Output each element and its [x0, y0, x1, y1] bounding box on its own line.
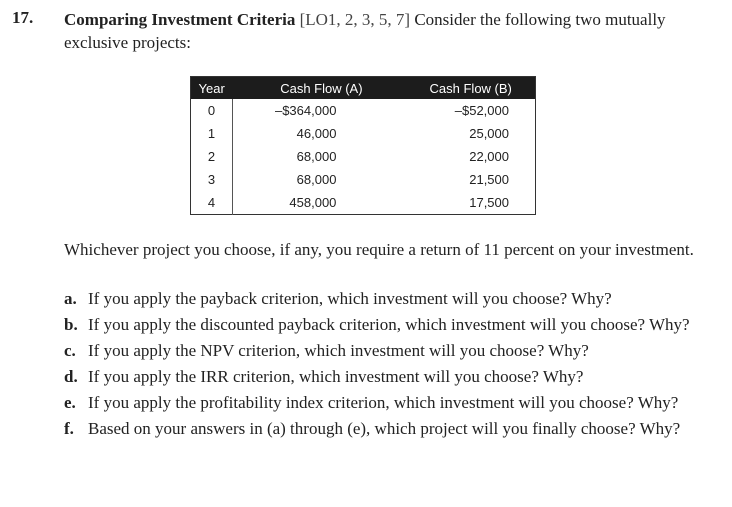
header-cash-flow-b: Cash Flow (B) — [400, 77, 535, 100]
cell-year: 1 — [191, 122, 233, 145]
question-text: If you apply the NPV criterion, which investment will you choose? Why? — [88, 341, 589, 360]
learning-objectives: [LO1, 2, 3, 5, 7] — [299, 10, 411, 29]
problem-title: Comparing Investment Criteria — [64, 10, 296, 29]
cell-year: 0 — [191, 99, 233, 122]
cell-cash-flow-a: 68,000 — [296, 149, 337, 164]
cell-cash-flow-b: –$52,000 — [454, 103, 509, 118]
question-text: If you apply the IRR criterion, which investment will you choose? Why? — [88, 367, 584, 386]
cell-cash-flow-b: 17,500 — [469, 195, 509, 210]
question-item — [64, 340, 706, 362]
header-year: Year — [191, 77, 233, 100]
cash-flow-table — [190, 76, 536, 215]
problem-number: 17. — [12, 8, 34, 27]
question-item — [64, 366, 706, 388]
cell-year: 4 — [191, 191, 233, 215]
table-header-row — [191, 77, 536, 100]
header-cash-flow-a: Cash Flow (A) — [232, 77, 400, 100]
question-letter: c. — [64, 341, 76, 360]
table-row — [191, 191, 536, 215]
question-text: If you apply the payback criterion, which investment will you choose? Why? — [88, 289, 612, 308]
cell-cash-flow-b: 21,500 — [469, 172, 509, 187]
cell-cash-flow-b: 25,000 — [469, 126, 509, 141]
cell-cash-flow-a: 68,000 — [296, 172, 337, 187]
question-item — [64, 288, 706, 310]
question-item — [64, 418, 706, 440]
cell-cash-flow-a: 46,000 — [296, 126, 337, 141]
problem-intro-text: Consider the following two mutually exclusive projects: — [64, 10, 666, 52]
question-list — [64, 288, 706, 444]
question-item — [64, 314, 706, 336]
table-row — [191, 168, 536, 191]
table-row — [191, 99, 536, 122]
table-row — [191, 145, 536, 168]
question-text: If you apply the profitability index criterion, which investment will you choose? Why? — [88, 393, 679, 412]
question-letter: b. — [64, 315, 78, 334]
question-text: If you apply the discounted payback criterion, which investment will you choose? Why? — [88, 315, 690, 334]
table-row — [191, 122, 536, 145]
problem-intro — [64, 8, 714, 54]
cell-year: 2 — [191, 145, 233, 168]
cell-cash-flow-b: 22,000 — [469, 149, 509, 164]
required-return-text: Whichever project you choose, if any, you require a return of 11 percent on your investment. — [64, 240, 694, 259]
question-item — [64, 392, 706, 414]
question-text: Based on your answers in (a) through (e), which project will you finally choose? Why? — [88, 419, 681, 438]
cell-year: 3 — [191, 168, 233, 191]
question-letter: d. — [64, 367, 78, 386]
question-letter: a. — [64, 289, 77, 308]
cell-cash-flow-a: –$364,000 — [274, 103, 337, 118]
question-letter: f. — [64, 419, 74, 438]
cell-cash-flow-a: 458,000 — [289, 195, 337, 210]
question-letter: e. — [64, 393, 76, 412]
